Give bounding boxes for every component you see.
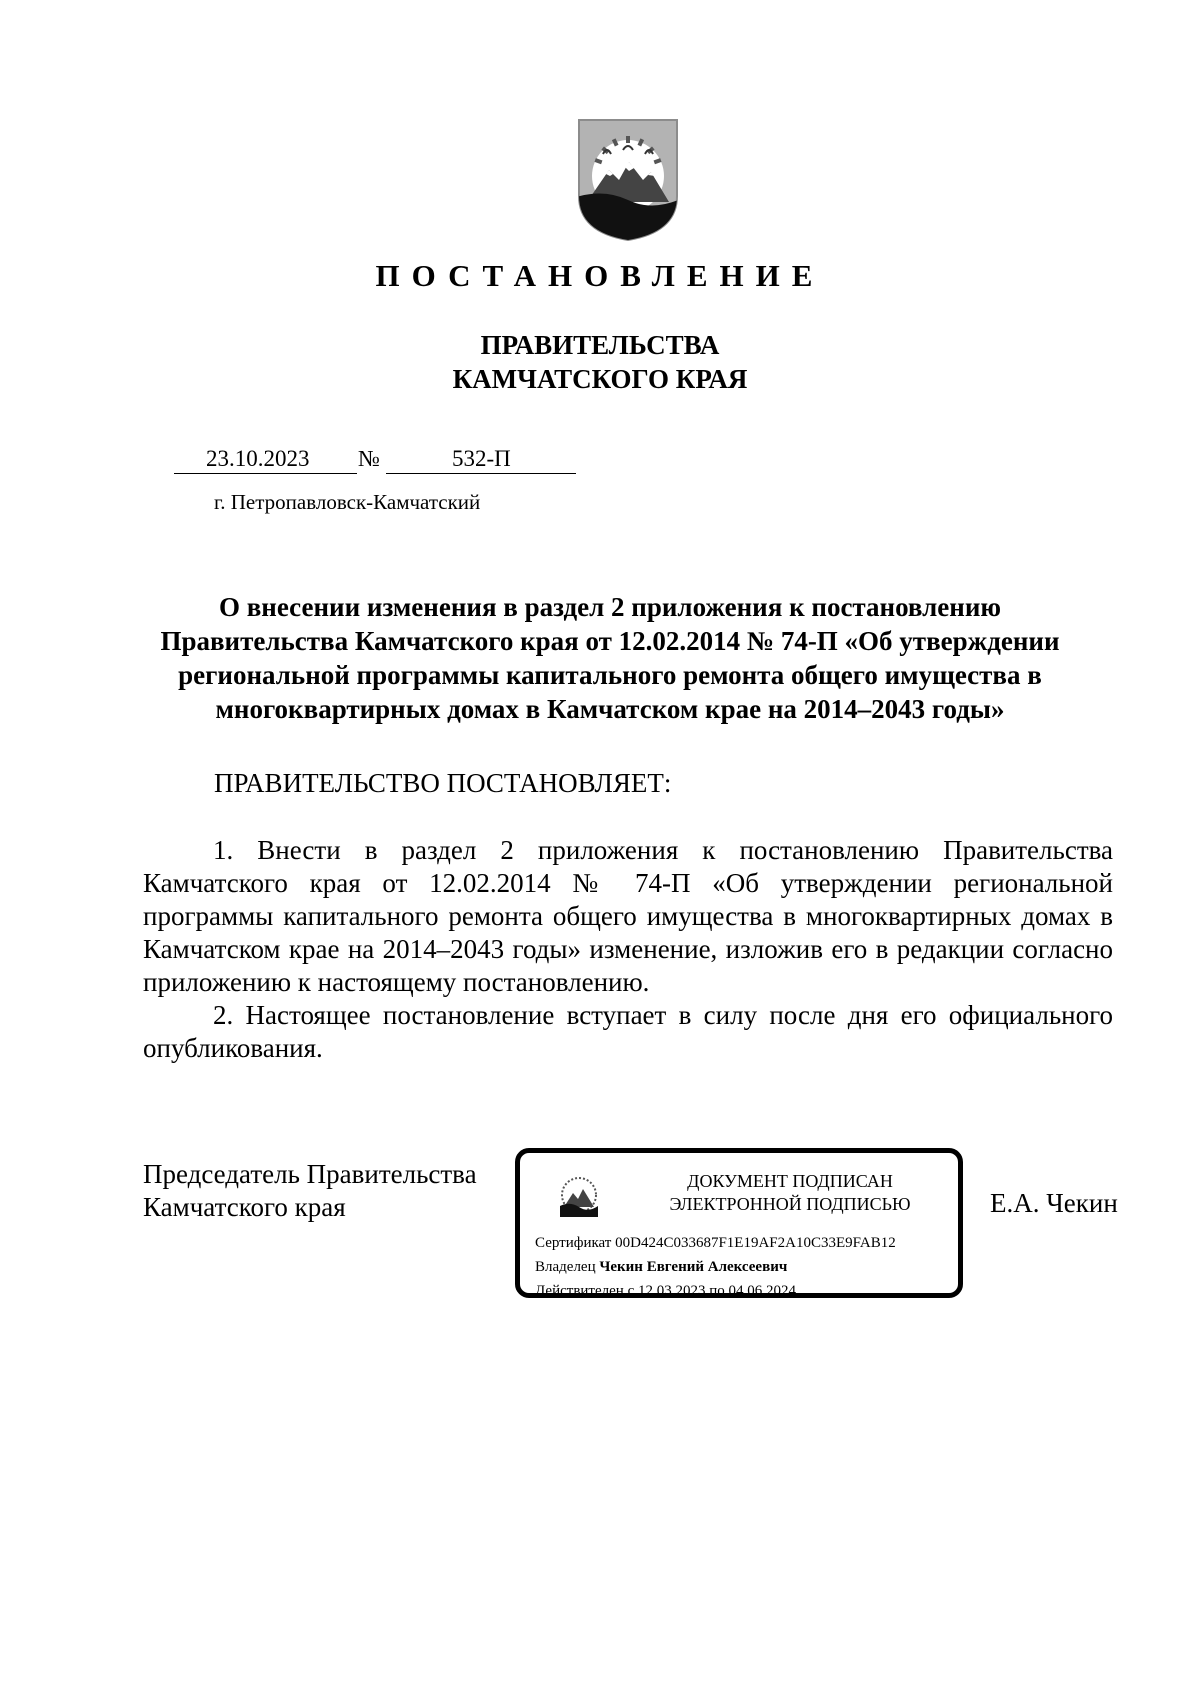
date-number-line (174, 446, 576, 476)
valid-from-date: 12.03.2023 (637, 1283, 706, 1299)
valid-to-date: 04.06.2024 (728, 1283, 797, 1299)
owner-label: Владелец (535, 1259, 596, 1275)
issuer-line-2: КАМЧАТСКОГО КРАЯ (452, 364, 748, 394)
city-label: г. Петропавловск-Камчатский (214, 490, 481, 514)
paragraph-1: 1. Внести в раздел 2 приложения к постановлению Правительства Камчатского края от 12.02.2014 № 74-П «Об утверждении региональной программы капитального ремонта общего имущества в многоквартирных домах в Камчатском крае на 2014–2043 годы» изменение, изложив его в редакции согласно приложению к настоящему постановлению. (143, 835, 1113, 997)
signatory-name: Е.А. Чекин (990, 1188, 1118, 1218)
stamp-emblem-icon (558, 1173, 600, 1223)
issuer-line-1: ПРАВИТЕЛЬСТВА (480, 330, 720, 360)
signatory-title (143, 1158, 477, 1224)
certificate-value: 00D424C033687F1E19AF2A10C33E9FAB12 (615, 1235, 896, 1251)
valid-from-label: с (627, 1283, 635, 1299)
owner-value: Чекин Евгений Алексеевич (599, 1259, 788, 1275)
stamp-owner-line (535, 1259, 787, 1276)
document-date: 23.10.2023 (206, 446, 310, 471)
stamp-certificate-line (535, 1235, 896, 1252)
signatory-title-line-2: Камчатского края (143, 1192, 346, 1222)
document-type-heading: ПОСТАНОВЛЕНИЕ (375, 258, 825, 293)
stamp-validity-line (535, 1283, 796, 1300)
paragraph-2: 2. Настоящее постановление вступает в силу после дня его официального опубликования. (143, 1000, 1113, 1063)
number-label: № (358, 446, 380, 471)
electronic-signature-stamp (515, 1148, 963, 1298)
stamp-heading-line-1: ДОКУМЕНТ ПОДПИСАН (687, 1171, 893, 1191)
valid-label: Действителен (535, 1283, 624, 1299)
document-number: 532-П (452, 446, 511, 471)
coat-of-arms-emblem (573, 114, 683, 244)
valid-to-label: по (709, 1283, 725, 1299)
decree-heading: ПРАВИТЕЛЬСТВО ПОСТАНОВЛЯЕТ: (214, 768, 672, 798)
stamp-heading-line-2: ЭЛЕКТРОННОЙ ПОДПИСЬЮ (669, 1194, 911, 1214)
certificate-label: Сертификат (535, 1235, 612, 1251)
document-title: О внесении изменения в раздел 2 приложения к постановлению Правительства Камчатского края от 12.02.2014 № 74-П «Об утверждении региональной программы капитального ремонта общего имущества в многоквартирных домах в Камчатском крае на 2014–2043 годы» (160, 592, 1060, 724)
signatory-title-line-1: Председатель Правительства (143, 1159, 477, 1189)
